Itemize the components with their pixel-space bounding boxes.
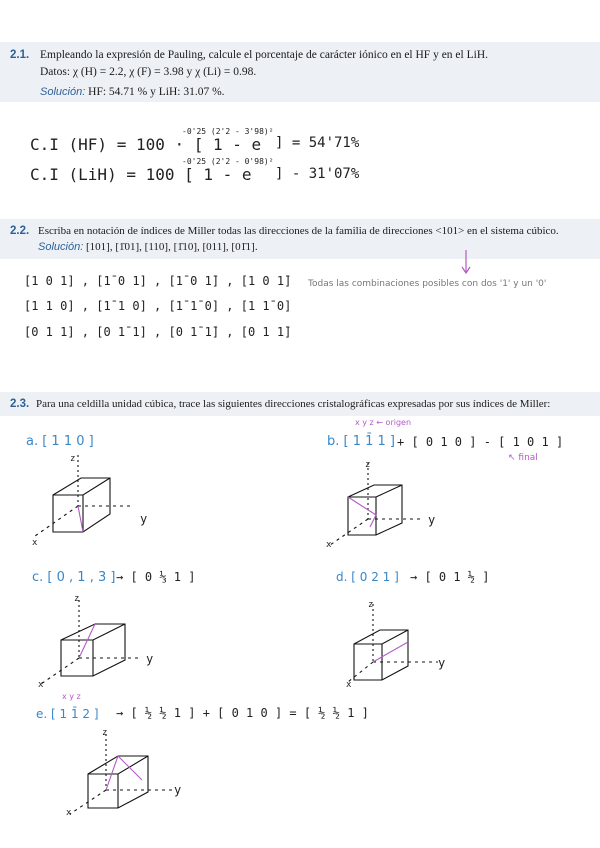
problem-data: Datos: χ (H) = 2.2, χ (F) = 3.98 y χ (Li) = 0.98. — [40, 66, 257, 78]
axis-z-label: z — [70, 454, 76, 464]
axis-x-label: x — [32, 538, 38, 548]
lih-exponent: -0'25 (2'2 - 0'98)² — [182, 157, 274, 166]
axis-z-label: z — [102, 728, 108, 738]
direction-d-label: d. [ 0 2 1 ] — [336, 570, 399, 584]
axis-z-label: z — [368, 600, 374, 610]
miller-row-3: [0 1 1] , [0 1̄ 1] , [0 1̄ 1̄] , [0 1 1̄] — [24, 325, 292, 339]
combinations-note: Todas las combinaciones posibles con dos '1' y un '0' — [308, 279, 547, 289]
solution-label: Solución: — [38, 241, 84, 253]
problem-text: Empleando la expresión de Pauling, calcule el porcentaje de carácter iónico en el HF y en el LiH. — [40, 49, 489, 61]
solution-line — [38, 241, 258, 253]
direction-b-label: b. [ 1 1̄ 1 ] — [327, 434, 396, 449]
miller-row-1: [1 0 1] , [1̄ 0 1] , [1̄ 0 1̄] , [1 0 1̄] — [24, 274, 292, 288]
direction-e-label: e. [ 1 1̄ 2 ] — [36, 707, 99, 721]
cube-b-diagram — [322, 455, 472, 555]
axis-y-label: y — [140, 512, 148, 526]
axis-x-label: x — [346, 680, 352, 690]
direction-b-final-note: ↖ final — [508, 453, 538, 463]
direction-b-equation: + [ 0 1 0 ] - [ 1 0 1 ] — [397, 435, 564, 449]
solution-value: HF: 54.71 % y LiH: 31.07 %. — [88, 86, 225, 98]
direction-c-label: c. [ 0 , 1 , 3 ] — [32, 570, 116, 585]
axis-x-label: x — [38, 680, 44, 690]
hf-equation: C.I (HF) = 100 · [ 1 - e — [30, 135, 262, 154]
direction-e-equation: → [ ½ ½ 1 ] + [ 0 1 0 ] = [ ½ ½ 1 ] — [116, 706, 369, 720]
direction-c-equation: → [ 0 ⅓ 1 ] — [116, 570, 196, 584]
problem-text: Para una celdilla unidad cúbica, trace las siguientes direcciones cristalográficas expresadas por sus índices de Miller: — [36, 398, 551, 410]
axis-z-label: z — [365, 460, 371, 470]
axis-z-label: z — [74, 594, 80, 604]
axis-x-label: x — [326, 540, 332, 550]
axis-y-label: y — [146, 652, 154, 666]
cube-d-diagram — [340, 598, 490, 698]
cube-a-diagram — [25, 450, 175, 550]
note-arrow-icon — [460, 250, 472, 276]
axis-y-label: y — [438, 656, 446, 670]
axis-y-label: y — [174, 783, 182, 797]
solution-value: [101], [1̄01], [110], [1̄10], [011], [01̄1]. — [86, 241, 258, 253]
direction-e-xyz-note: x y z — [62, 692, 81, 701]
lih-result: ] - 31'07% — [275, 166, 360, 182]
cube-e-diagram — [62, 728, 212, 828]
direction-b-origin-note: x y z ← origen — [355, 418, 412, 427]
axis-y-label: y — [428, 513, 436, 527]
problem-number: 2.1. — [10, 49, 30, 61]
axis-x-label: x — [66, 808, 72, 818]
solution-line — [40, 86, 225, 98]
hf-result: ] = 54'71% — [275, 135, 360, 151]
direction-d-equation: → [ 0 1 ½ ] — [410, 570, 490, 584]
direction-a-label: a. [ 1 1 0 ] — [26, 434, 94, 449]
cube-c-diagram — [35, 590, 185, 690]
miller-row-2: [1 1 0] , [1̄ 1 0] , [1̄ 1̄ 0] , [1 1̄ 0] — [24, 299, 292, 313]
problem-number: 2.2. — [10, 225, 30, 237]
problem-number: 2.3. — [10, 398, 30, 410]
hf-exponent: -0'25 (2'2 - 3'98)² — [182, 127, 274, 136]
lih-equation: C.I (LiH) = 100 [ 1 - e — [30, 165, 252, 184]
solution-label: Solución: — [40, 86, 86, 98]
problem-text: Escriba en notación de índices de Miller todas las direcciones de la familia de direcciones <101> en el sistema cúbico. — [38, 225, 559, 237]
